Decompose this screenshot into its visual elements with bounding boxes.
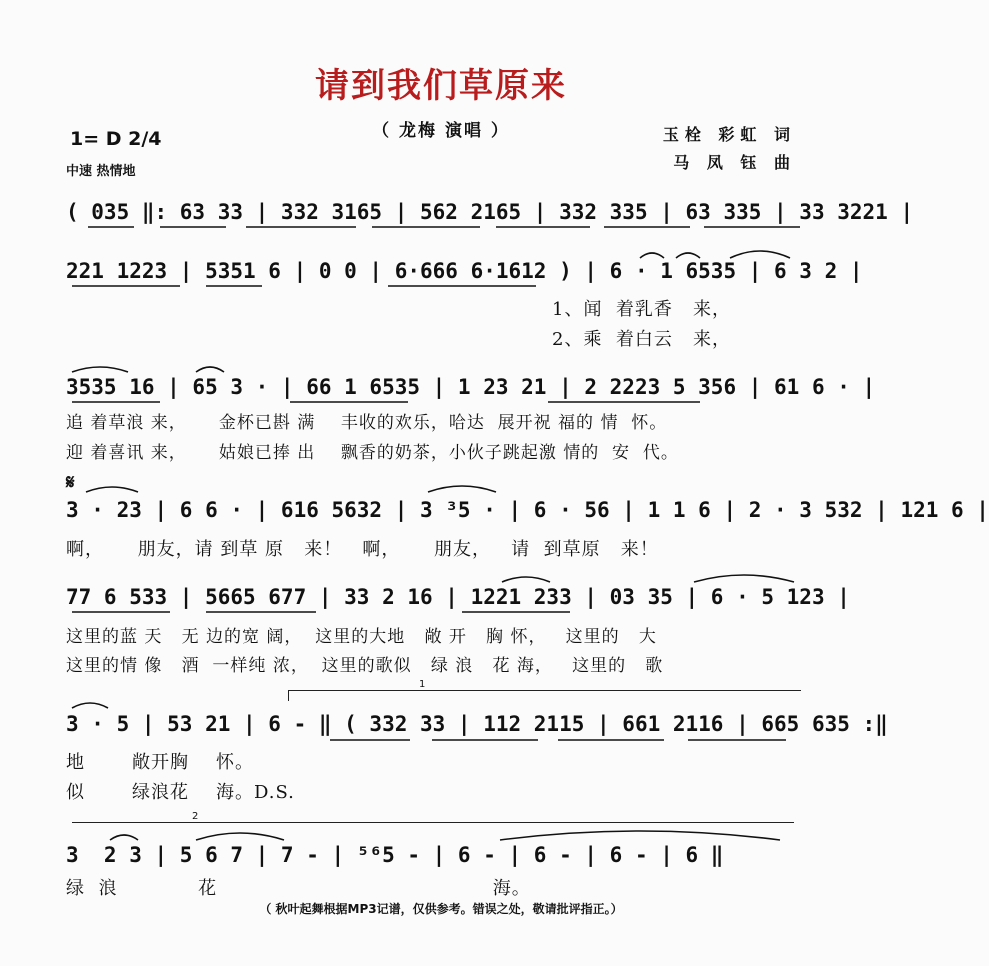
lyric-row-3: 啊， 朋友，请 到草 原 来！ 啊， 朋友， 请 到草原 来！ [66,539,659,560]
lyric-row-2-verse-2: 迎 着喜讯 来， 姑娘已捧 出 飘香的奶茶，小伙子跳起激 情的 安 代。 [66,443,679,463]
lyric-row-5-verse-2: 似 绿浪花 海。D.S. [66,782,295,803]
notation-row-5: 77 6 533 | 5665 677 | 33 2 16 | 1221 233 | 03 35 | 6 · 5 123 | [66,585,850,609]
volta-label-2: 2 [192,811,199,822]
notation-row-1: ( 035 ‖: 63 33 | 332 3165 | 562 2165 | 332 335 | 63 335 | 33 3221 | [66,200,914,224]
slur-mark [86,487,138,492]
page-title: 请到我们草原来 [315,66,567,106]
lyric-row-4-verse-2: 这里的情 像 酒 一样纯 浓， 这里的歌似 绿 浪 花 海， 这里的 歌 [66,656,664,676]
lyric-row-2-verse-1: 追 着草浪 来， 金杯已斟 满 丰收的欢乐，哈达 展开祝 福的 情 怀。 [66,413,668,433]
lyric-row-1-verse-1: 1、闻 着乳香 来， [552,299,732,320]
notation-row-2: 221 1223 | 5351 6 | 0 0 | 6·666 6·1612 ) | 6 · 1 6535 | 6 3 2 | [66,259,863,283]
slur-mark [502,577,550,582]
slur-mark [640,253,664,258]
key-signature: 1= D 2/4 [70,128,162,150]
volta-label-1: 1 [419,679,426,690]
lyric-row-6: 绿 浪 花 海。 [66,878,531,899]
tempo-marking: 中速 热情地 [66,164,136,179]
slur-mark [676,253,700,258]
slur-mark [694,575,794,582]
slur-mark [500,831,780,840]
slur-mark [196,367,224,372]
transcription-note: （ 秋叶起舞根据MP3记谱，仅供参考。错误之处，敬请批评指正。） [259,902,623,916]
lyric-row-4-verse-1: 这里的蓝 天 无 边的宽 阔， 这里的大地 敞 开 胸 怀， 这里的 大 [66,627,657,647]
slur-mark [428,486,496,492]
lyric-row-5-verse-1: 地 敞开胸 怀。 [66,752,254,773]
performer-subtitle: （ 龙梅 演唱 ） [372,121,510,141]
slur-mark [110,835,138,840]
notation-row-7: 3 2 3 | 5 6 7 | 7 - | ⁵⁶5 - | 6 - | 6 - | 6 - | 6 ‖ [66,843,724,867]
segno-sign: 𝄋 [66,470,75,494]
lyric-row-1-verse-2: 2、乘 着白云 来， [552,329,732,350]
lyricist-credit: 玉栓 彩虹 词 [662,125,796,144]
composer-credit: 马 凤 钰 曲 [673,153,796,172]
notation-row-4: 3 · 23 | 6 6 · | 616 5632 | 3 ³5 · | 6 · 56 | 1 1 6 | 2 · 3 532 | 121 6 | [66,498,989,522]
slur-mark [730,251,790,258]
slur-mark [72,367,128,372]
notation-row-3: 3535 16 | 65 3 · | 66 1 6535 | 1 23 21 | 2 2223 5 356 | 61 6 · | [66,375,876,399]
notation-row-6: 3 · 5 | 53 21 | 6 - ‖ ( 332 33 | 112 2115 | 661 2116 | 665 635 :‖ [66,712,888,736]
slur-mark [72,703,108,708]
slur-mark [196,833,284,840]
